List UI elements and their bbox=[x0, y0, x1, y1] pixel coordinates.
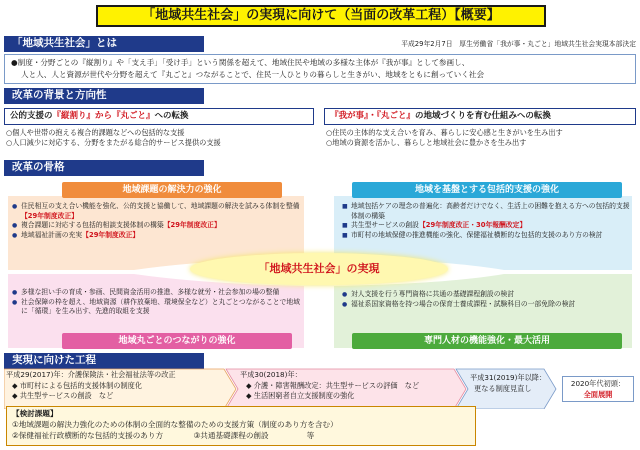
background-left-list bbox=[6, 128, 316, 148]
list-item: ■ 地域包括ケアの理念の普遍化：高齢者だけでなく、生活上の困難を抱える方への包括的支援体制の構築 bbox=[342, 202, 632, 221]
kenkyu-box bbox=[6, 406, 476, 446]
background-right-item: ○住民の主体的な支え合いを育み、暮らしに安心感と生きがいを生み出す bbox=[326, 128, 563, 137]
roadmap-h30-item: ◆ 生活困窮者自立支援制度の強化 bbox=[246, 391, 355, 400]
page-title: 「地域共生社会」の実現に向けて（当面の改革工程）【概要】 bbox=[96, 5, 546, 27]
roadmap-h31 bbox=[470, 372, 560, 394]
list-item: ● 対人支援を行う専門資格に共通の基礎課程創設の検討 bbox=[342, 290, 632, 300]
roadmap-h29-title: 平成29(2017)年：介護保険法・社会福祉法等の改正 bbox=[6, 370, 176, 379]
kenkyu-item: ②保健福祉行政横断的な包括的支援のあり方 ③共通基礎課程の創設 等 bbox=[12, 431, 315, 440]
pillar-bottom-right-label: 専門人材の機能強化・最大活用 bbox=[352, 333, 622, 349]
section-background-heading: 改革の背景と方向性 bbox=[4, 88, 204, 104]
list-item: ● 地域福祉計画の充実【29年制度改正】 bbox=[12, 231, 302, 241]
section-pillars-heading: 改革の骨格 bbox=[4, 160, 204, 176]
background-right-title bbox=[324, 108, 636, 125]
background-left-item: ○個人や世帯の抱える複合的課題などへの包括的な支援 bbox=[6, 128, 185, 137]
roadmap-h31-text: 更なる制度見直し bbox=[474, 384, 532, 393]
roadmap-h29 bbox=[6, 370, 234, 402]
roadmap-h31-title: 平成31(2019)年以降： bbox=[470, 373, 547, 382]
pillar-top-left-label: 地域課題の解決力の強化 bbox=[62, 182, 282, 198]
header-meta: 平成29年2月7日 厚生労働省「我が事・丸ごと」地域共生社会実現本部決定 bbox=[401, 40, 636, 48]
pillar-bottom-right-list bbox=[342, 290, 632, 309]
list-item: ● 福祉系国家資格を持つ場合の保育士養成課程・試験科目の一部免除の検討 bbox=[342, 300, 632, 310]
kenkyu-item: ①地域課題の解決力強化のための体制の全面的な整備のための支援方策（制度のあり方を含む） bbox=[12, 420, 338, 429]
left-title-b: への転換 bbox=[154, 111, 189, 121]
background-left-item: ○人口減少に対応する、分野をまたがる総合的サービス提供の支援 bbox=[6, 138, 221, 147]
pillar-top-right-label: 地域を基盤とする包括的支援の強化 bbox=[352, 182, 622, 198]
right-title-red: 『我が事』・『丸ごと』 bbox=[330, 111, 416, 121]
right-title-b: の地域づくりを育む仕組みへの転換 bbox=[415, 111, 551, 121]
pillar-bottom-left-label: 地域丸ごとのつながりの強化 bbox=[62, 333, 292, 349]
intro-line-2: 人と人、人と資源が世代や分野を超えて『丸ごと』つながることで、住民一人ひとりの暮らしと生きがい、地域をともに創っていく社会 bbox=[21, 70, 485, 79]
list-item: ● 社会保障の枠を超え、地域資源（耕作放棄地、環境保全など）と丸ごとつながることで地域に「循環」を生み出す、先進的取組を支援 bbox=[12, 298, 302, 317]
list-item: ● 多様な担い手の育成・参画、民間資金活用の推進、多様な就労・社会参加の場の整備 bbox=[12, 288, 302, 298]
roadmap-end-box bbox=[562, 376, 634, 402]
roadmap-h30 bbox=[240, 370, 462, 402]
list-item: ● 住民相互の支え合い機能を強化、公的支援と協働して、地域課題の解決を試みる体制を整備【29年制度改正】 bbox=[12, 202, 302, 221]
center-goal: 「地域共生社会」の実現 bbox=[190, 253, 448, 285]
roadmap-h29-item: ◆ 共生型サービスの創設 など bbox=[12, 391, 114, 400]
background-right-list bbox=[326, 128, 638, 148]
roadmap-end-value: 全面展開 bbox=[583, 390, 613, 399]
kenkyu-title: 【検討課題】 bbox=[12, 409, 58, 418]
section-what-heading: 「地域共生社会」とは bbox=[4, 36, 204, 52]
pillar-top-left-list bbox=[12, 202, 302, 240]
pillar-top-right-list bbox=[342, 202, 632, 240]
roadmap-h29-item: ◆ 市町村による包括的支援体制の制度化 bbox=[12, 380, 143, 390]
roadmap-h30-title: 平成30(2018)年： bbox=[240, 370, 302, 379]
section-roadmap-heading: 実現に向けた工程 bbox=[4, 353, 204, 369]
background-left-title bbox=[4, 108, 314, 125]
left-title-a: 公的支援の bbox=[10, 111, 53, 121]
roadmap-end-label: 2020年代初頭： bbox=[570, 379, 626, 388]
left-title-red: 『縦割り』から『丸ごと』 bbox=[52, 111, 155, 121]
background-right-item: ○地域の資源を活かし、暮らしと地域社会に豊かさを生み出す bbox=[326, 138, 527, 147]
pillar-bottom-left-list bbox=[12, 288, 302, 317]
list-item: ■ 市町村の地域保健の推進機能の強化、保健福祉横断的な包括的支援のあり方の検討 bbox=[342, 231, 632, 241]
intro-line-1: ●制度・分野ごとの『縦割り』や「支え手」「受け手」という関係を超えて、地域住民や地域の多様な主体が『我が事』として参画し、 bbox=[11, 58, 470, 67]
list-item: ● 複合課題に対応する包括的相談支援体制の構築【29年制度改正】 bbox=[12, 221, 302, 231]
roadmap-h30-item: ◆ 介護・障害報酬改定：共生型サービスの評価 など bbox=[246, 380, 420, 390]
list-item: ■ 共生型サービスの創設【29年制度改正・30年報酬改定】 bbox=[342, 221, 632, 231]
intro-box bbox=[4, 54, 636, 84]
